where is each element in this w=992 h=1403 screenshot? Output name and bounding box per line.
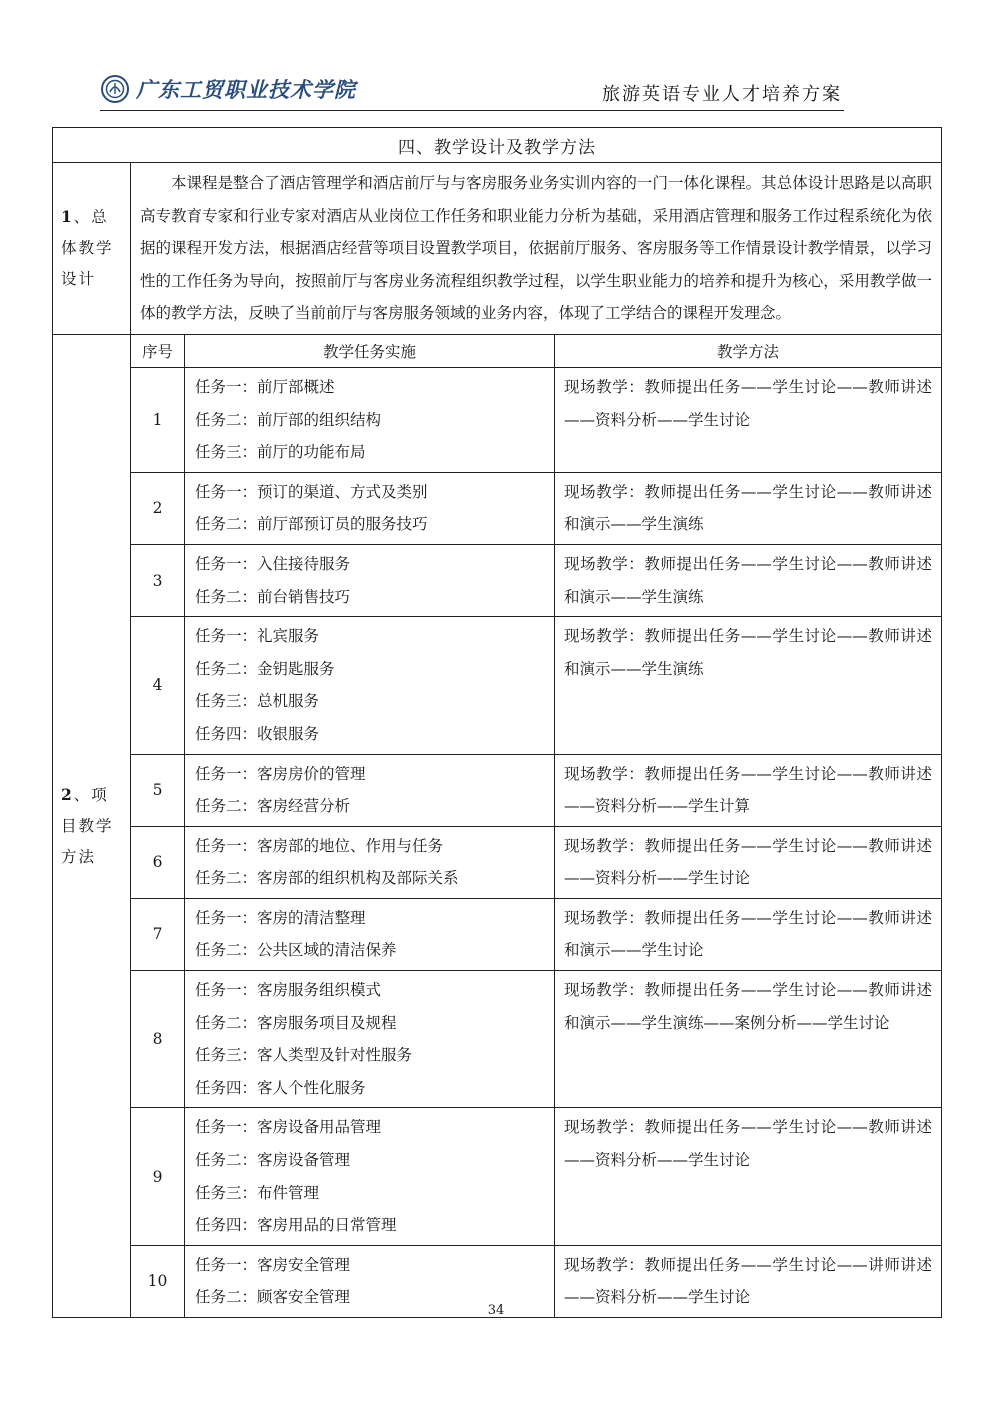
task-item: 任务二：前厅部预订员的服务技巧 — [195, 515, 428, 534]
row-tasks — [185, 754, 555, 826]
task-item: 任务一：客房部的地位、作用与任务 — [195, 836, 444, 855]
row-number: 7 — [131, 898, 185, 970]
row-number: 10 — [131, 1245, 185, 1317]
table-row — [53, 472, 942, 544]
row-tasks — [185, 826, 555, 898]
row-method: 现场教学：教师提出任务——学生讨论——教师讲述和演示——学生演练 — [555, 472, 942, 544]
task-item: 任务一：客房的清洁整理 — [195, 908, 366, 927]
row-number: 3 — [131, 544, 185, 616]
task-item: 任务三：客人类型及针对性服务 — [195, 1046, 413, 1065]
row-method: 现场教学：教师提出任务——学生讨论——教师讲述和演示——学生演练 — [555, 544, 942, 616]
row-number: 9 — [131, 1108, 185, 1245]
task-item: 任务四：客人个性化服务 — [195, 1078, 366, 1097]
row-tasks — [185, 367, 555, 472]
row-number: 2 — [131, 472, 185, 544]
task-item: 任务二：公共区域的清洁保养 — [195, 941, 397, 960]
task-item: 任务四：客房用品的日常管理 — [195, 1216, 397, 1235]
task-item: 任务二：客房部的组织机构及部际关系 — [195, 869, 459, 888]
task-item: 任务一：客房服务组织模式 — [195, 981, 382, 1000]
row-number: 6 — [131, 826, 185, 898]
page-number: 34 — [487, 1303, 505, 1318]
task-item: 任务一：前厅部概述 — [195, 377, 335, 396]
school-emblem-icon — [100, 74, 130, 104]
school-logo — [100, 74, 356, 104]
overall-design-paragraph: 本课程是整合了酒店管理学和酒店前厅与与客房服务业务实训内容的一门一体化课程。其总体设计思路是以高职高专教育专家和行业专家对酒店从业岗位工作任务和职业能力分析为基础，采用酒店管理和服务工作过程系统化为依据的课程开发方法，根据酒店经营等项目设置教学项目，依据前厅服务、客房服务等工作情景设计教学情景，以学习性的工作任务为导向，按照前厅与客房业务流程组织教学过程，以学生职业能力的培养和提升为核心，采用教学做一体的教学方法，反映了当前前厅与客房服务领域的业务内容，体现了工学结合的课程开发理念。 — [131, 163, 942, 335]
task-item: 任务一：礼宾服务 — [195, 627, 320, 646]
table-row — [53, 898, 942, 970]
row-tasks — [185, 472, 555, 544]
table-row — [53, 754, 942, 826]
task-item: 任务一：入住接待服务 — [195, 554, 351, 573]
document-title: 旅游英语专业人才培养方案 — [602, 84, 842, 105]
col-header-method: 教学方法 — [555, 334, 942, 367]
table-row — [53, 367, 942, 472]
row-tasks — [185, 898, 555, 970]
section-title: 四、教学设计及教学方法 — [53, 128, 942, 163]
overall-design-label: 1、总体教学设计 — [53, 163, 131, 335]
row-tasks — [185, 617, 555, 754]
task-item: 任务一：客房房价的管理 — [195, 764, 366, 783]
task-item: 任务四：收银服务 — [195, 724, 320, 743]
row-method: 现场教学：教师提出任务——学生讨论——教师讲述和演示——学生演练 — [555, 617, 942, 754]
row-method: 现场教学：教师提出任务——学生讨论——教师讲述——资料分析——学生计算 — [555, 754, 942, 826]
table-row — [53, 617, 942, 754]
task-item: 任务三：总机服务 — [195, 692, 320, 711]
task-item: 任务二：客房经营分析 — [195, 797, 351, 816]
row-method: 现场教学：教师提出任务——学生讨论——教师讲述——资料分析——学生讨论 — [555, 1108, 942, 1245]
row-method: 现场教学：教师提出任务——学生讨论——教师讲述——资料分析——学生讨论 — [555, 826, 942, 898]
school-name: 广东工贸职业技术学院 — [136, 77, 356, 102]
row-number: 5 — [131, 754, 185, 826]
table-row — [53, 1108, 942, 1245]
task-item: 任务二：金钥匙服务 — [195, 659, 335, 678]
table-row — [53, 826, 942, 898]
task-item: 任务二：前台销售技巧 — [195, 587, 351, 606]
col-header-tasks: 教学任务实施 — [185, 334, 555, 367]
task-item: 任务三：前厅的功能布局 — [195, 443, 366, 462]
row-method: 现场教学：教师提出任务——学生讨论——教师讲述——资料分析——学生讨论 — [555, 367, 942, 472]
teaching-design-table — [52, 127, 942, 1318]
table-row — [53, 544, 942, 616]
row-method: 现场教学：教师提出任务——学生讨论——教师讲述和演示——学生讨论 — [555, 898, 942, 970]
task-item: 任务二：前厅部的组织结构 — [195, 410, 382, 429]
row-method: 现场教学：教师提出任务——学生讨论——讲师讲述——资料分析——学生讨论 — [555, 1245, 942, 1317]
task-item: 任务一：预订的渠道、方式及类别 — [195, 482, 428, 501]
row-method: 现场教学：教师提出任务——学生讨论——教师讲述和演示——学生演练——案例分析——学生讨论 — [555, 971, 942, 1108]
task-item: 任务三：布件管理 — [195, 1183, 320, 1202]
task-item: 任务一：客房安全管理 — [195, 1255, 351, 1274]
row-number: 4 — [131, 617, 185, 754]
row-tasks — [185, 971, 555, 1108]
row-number: 1 — [131, 367, 185, 472]
row-tasks — [185, 544, 555, 616]
col-header-no: 序号 — [131, 334, 185, 367]
page-header — [100, 68, 844, 111]
row-tasks — [185, 1108, 555, 1245]
task-item: 任务二：客房设备管理 — [195, 1151, 351, 1170]
task-item: 任务一：客房设备用品管理 — [195, 1118, 382, 1137]
table-row — [53, 971, 942, 1108]
task-item: 任务二：客房服务项目及规程 — [195, 1013, 397, 1032]
row-number: 8 — [131, 971, 185, 1108]
project-method-label: 2、项目教学方法 — [53, 334, 131, 1317]
task-item: 任务二：顾客安全管理 — [195, 1288, 351, 1307]
